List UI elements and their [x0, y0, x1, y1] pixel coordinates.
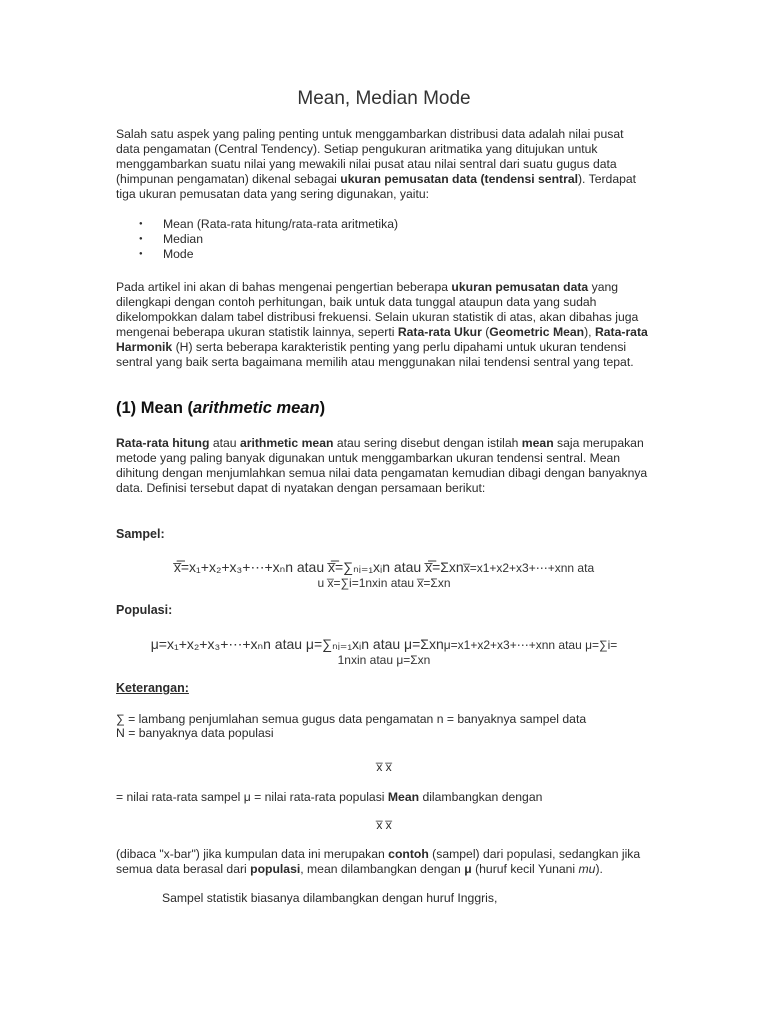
nilai-text-2: dilambangkan dengan [419, 790, 543, 804]
para3-bold-3: mean [521, 436, 554, 450]
xbar-symbol-2: x̅ x̅ [376, 818, 392, 832]
list-item: ● Median [116, 232, 398, 247]
para2-text-2: yang dilengkapi dengan contoh perhitungan, baik untuk data tunggal ataupun data yang sudah dikelompokkan dalam tabel distribusi frekuensi. Selain ukuran statistik di atas, akan dibahas juga mengenai beberapa ukuran statistik lainnya, seperti [116, 280, 639, 339]
para4-text-5: ). [595, 862, 603, 876]
nilai-text-1: = nilai rata-rata sampel μ = nilai rata-rata populasi [116, 790, 388, 804]
populasi-formula-large: μ=x₁+x₂+x₃+⋯+xₙn atau μ=∑ₙᵢ₌₁xᵢn atau μ=Σxn [150, 636, 444, 652]
heading-prefix: (1) Mean ( [116, 399, 194, 417]
intro-text-1: Salah satu aspek yang paling penting untuk menggambarkan distribusi data adalah nilai pusat data pengamatan (Central Tendency). Setiap pengukuran aritmatika yang ditujukan untuk menggambarkan suatu nilai yang mewakili nilai pusat atau nilai sentral dari suatu gugus data (himpunan pengamatan) dikenal sebagai [116, 127, 624, 186]
para4-bold-3: μ [464, 862, 472, 876]
populasi-label: Populasi: [116, 603, 173, 617]
xbar-paragraph [116, 847, 650, 877]
para2-text-1: Pada artikel ini akan di bahas mengenai pengertian beberapa [116, 280, 452, 294]
para4-italic-1: mu [578, 862, 596, 876]
para2-bold-1: ukuran pemusatan data [451, 280, 589, 294]
para3-text-2: atau sering disebut dengan istilah [333, 436, 522, 450]
para4-text-4: (huruf kecil Yunani [471, 862, 579, 876]
sampel-formula-line2: u x̅=∑i=1nxin atau x̅=Σxn [317, 576, 451, 590]
populasi-formula-small: μ=x1+x2+x3+⋯+xnn atau μ=∑i= [443, 638, 618, 652]
para2-bold-3: Geometric Mean [489, 325, 585, 339]
keterangan-line-2: N = banyaknya data populasi [116, 726, 274, 740]
para2-bold-4: Rata-rata Harmonik [116, 325, 648, 354]
intro-paragraph [116, 127, 650, 202]
para3-text-1: atau [209, 436, 240, 450]
para4-bold-2: populasi [250, 862, 301, 876]
last-line: Sampel statistik biasanya dilambangkan dengan huruf Inggris, [162, 891, 498, 905]
para2-text-4: ), [584, 325, 595, 339]
para4-bold-1: contoh [388, 847, 429, 861]
document-title: Mean, Median Mode [297, 88, 471, 109]
nilai-bold-1: Mean [387, 790, 420, 804]
para3-text-3: saja merupakan metode yang paling banyak digunakan untuk menggambarkan ukuran tendensi sentral. Mean dihitung dengan menjumlahkan semua nilai data pengamatan kemudian dibagi dengan banyaknya data. Definisi tersebut dapat di nyatakan dengan persamaan berikut: [116, 436, 648, 495]
section-heading-mean [116, 399, 325, 418]
para4-text-1: (dibaca "x-bar") jika kumpulan data ini merupakan [116, 847, 389, 861]
mean-paragraph [116, 436, 650, 496]
keterangan-line-1: ∑ = lambang penjumlahan semua gugus data pengamatan n = banyaknya sampel data [116, 712, 587, 726]
xbar-symbol-1: x̅ x̅ [376, 760, 392, 774]
sampel-label: Sampel: [116, 527, 165, 541]
populasi-formula-line2: 1nxin atau μ=Σxn [337, 653, 431, 667]
nilai-rata-rata-line [116, 790, 676, 805]
para2-text-3: ( [481, 325, 490, 339]
heading-suffix: ) [319, 399, 326, 417]
intro-bold-1: ukuran pemusatan data (tendensi sentral [340, 172, 578, 186]
sampel-formula-line1 [0, 560, 768, 576]
sampel-formula-small: x̅=x1+x2+x3+⋯+xnn ata [463, 561, 595, 575]
para4-text-3: , mean dilambangkan dengan [300, 862, 465, 876]
list-item: ● Mean (Rata-rata hitung/rata-rata aritmetika) [116, 217, 398, 232]
para3-bold-1: Rata-rata hitung [116, 436, 210, 450]
tendency-list [116, 217, 398, 262]
article-paragraph [116, 280, 650, 370]
para2-text-5: (H) serta beberapa karakteristik penting yang perlu dipahami untuk ukuran tendensi sentral yang baik serta bagaimana memilih atau menggunakan nilai tendensi sentral yang tepat. [116, 340, 634, 369]
list-item: ● Mode [116, 247, 398, 262]
heading-italic: arithmetic mean [193, 399, 320, 417]
intro-text-2: ). Terdapat tiga ukuran pemusatan data yang sering digunakan, yaitu: [116, 172, 637, 201]
para3-bold-2: arithmetic mean [239, 436, 334, 450]
para4-text-2: (sampel) dari populasi, sedangkan jika semua data berasal dari [116, 847, 641, 876]
sampel-formula-large: x̅̅̅=x₁+x₂+x₃+⋯+xₙn atau x̅̅̅=∑ₙᵢ₌₁xᵢn atau x̅̅̅=Σxn [173, 559, 464, 575]
keterangan-label: Keterangan: [116, 681, 189, 695]
populasi-formula-line1 [0, 637, 768, 653]
para2-bold-2: Rata-rata Ukur [397, 325, 482, 339]
